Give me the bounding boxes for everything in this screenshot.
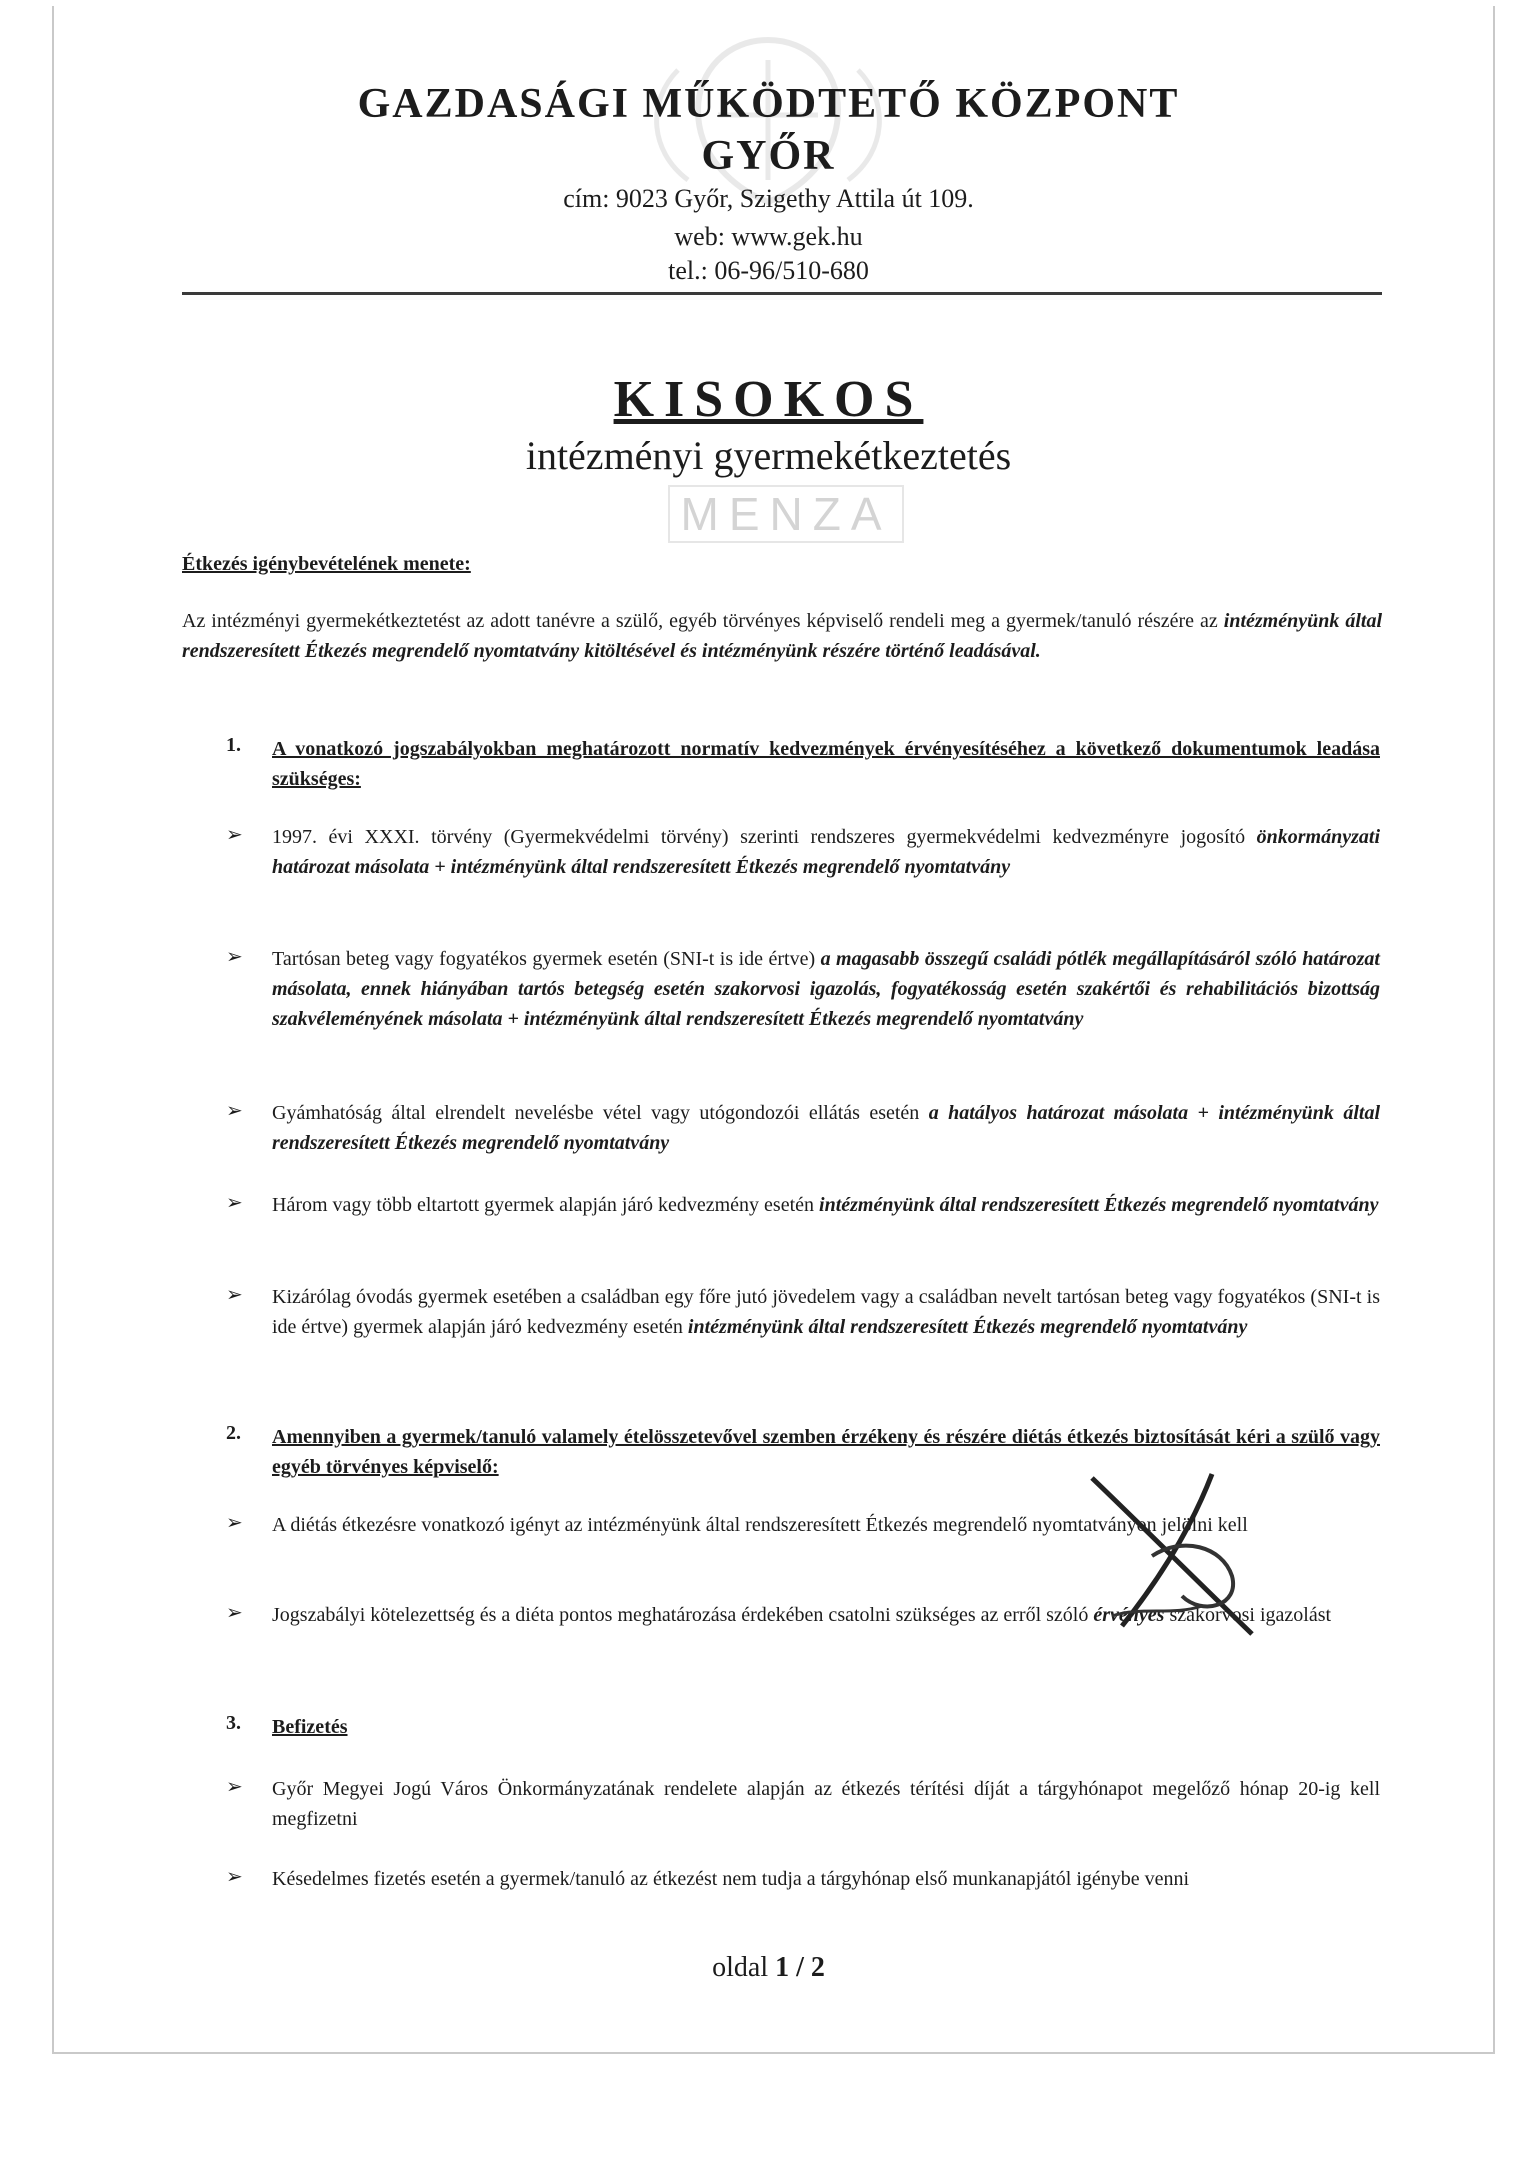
list-item: 1997. évi XXXI. törvény (Gyermekvédelmi törvény) szerinti rendszeres gyermekvédelmi kedvezményre jogosító önkormányzati határozat másolata + intézményünk által rendszeresített Étkezés megrendelő nyomtatvány — [272, 826, 1380, 878]
list-item: Tartósan beteg vagy fogyatékos gyermek esetén (SNI-t is ide értve) a magasabb összegű családi pótlék megállapításáról szóló határozat másolata, ennek hiányában tartós betegség esetén szakorvosi igazolás, fogyatékosság esetén szakértői és rehabilitációs bizottság szakvéleményének másolata + intézményünk által rendszeresített Étkezés megrendelő nyomtatvány — [272, 948, 1380, 1030]
section-2-heading: Amennyiben a gyermek/tanuló valamely ételösszetevővel szemben érzékeny és részére diétás étkezés biztosítását kéri a szülő vagy egyéb törvényes képviselő: — [272, 1426, 1380, 1478]
section-1-heading: A vonatkozó jogszabályokban meghatározott normatív kedvezmények érvényesítéséhez a következő dokumentumok leadása szükséges: — [272, 738, 1380, 790]
list-item: Három vagy több eltartott gyermek alapján járó kedvezmény esetén intézményünk által rendszeresített Étkezés megrendelő nyomtatvány — [272, 1194, 1379, 1216]
organization-name: GAZDASÁGI MŰKÖDTETŐ KÖZPONT — [357, 81, 1180, 127]
organization-city: GYŐR — [701, 133, 836, 179]
bullet-icon: ➢ — [226, 1866, 243, 1888]
document-title: KISOKOS — [613, 371, 924, 428]
document-subtitle: intézményi gyermekétkeztetés — [525, 433, 1012, 478]
bullet-icon: ➢ — [226, 1602, 243, 1624]
list-item: A diétás étkezésre vonatkozó igényt az intézményünk által rendszeresített Étkezés megrendelő nyomtatványon jelölni kell — [272, 1514, 1248, 1536]
organization-address: cím: 9023 Győr, Szigethy Attila út 109. — [563, 184, 974, 213]
menza-watermark: MENZA — [668, 485, 904, 543]
section-1-number: 1. — [226, 734, 241, 756]
bullet-icon: ➢ — [226, 1512, 243, 1534]
list-item: Kizárólag óvodás gyermek esetében a családban egy főre jutó jövedelem vagy a családban nevelt tartósan beteg vagy fogyatékos (SNI-t is ide értve) gyermek alapján járó kedvezmény esetén intézményünk által rendszeresített Étkezés megrendelő nyomtatvány — [272, 1286, 1380, 1338]
page-number: oldal 1 / 2 — [712, 1952, 825, 1983]
list-item: Győr Megyei Jogú Város Önkormányzatának rendelete alapján az étkezés térítési díját a tárgyhónapot megelőző hónap 20-ig kell megfizetni — [272, 1778, 1380, 1830]
bullet-icon: ➢ — [226, 1776, 243, 1798]
organization-phone: tel.: 06-96/510-680 — [668, 256, 869, 285]
procedure-heading: Étkezés igénybevételének menete: — [182, 553, 471, 575]
bullet-icon: ➢ — [226, 1284, 243, 1306]
procedure-intro: Az intézményi gyermekétkeztetést az adott tanévre a szülő, egyéb törvényes képviselő rendeli meg a gyermek/tanuló részére az intézményünk által rendszeresített Étkezés megrendelő nyomtatvány kitöltésével és intézményünk részére történő leadásával. — [182, 610, 1383, 662]
section-3-number: 3. — [226, 1712, 241, 1734]
list-item: Késedelmes fizetés esetén a gyermek/tanuló az étkezést nem tudja a tárgyhónap első munkanapjától igénybe venni — [272, 1868, 1190, 1890]
list-item: Jogszabályi kötelezettség és a diéta pontos meghatározása érdekében csatolni szükséges az erről szóló érvényes szakorvosi igazolást — [272, 1604, 1332, 1626]
list-item: Gyámhatóság által elrendelt nevelésbe vétel vagy utógondozói ellátás esetén a hatályos határozat másolata + intézményünk által rendszeresített Étkezés megrendelő nyomtatvány — [272, 1102, 1380, 1154]
signature-icon — [1082, 1466, 1282, 1642]
bullet-icon: ➢ — [226, 946, 243, 968]
bullet-icon: ➢ — [226, 824, 243, 846]
organization-web: web: www.gek.hu — [674, 222, 863, 251]
section-2-number: 2. — [226, 1422, 241, 1444]
section-3-heading: Befizetés — [272, 1716, 348, 1738]
bullet-icon: ➢ — [226, 1100, 243, 1122]
header-divider — [182, 292, 1382, 295]
bullet-icon: ➢ — [226, 1192, 243, 1214]
